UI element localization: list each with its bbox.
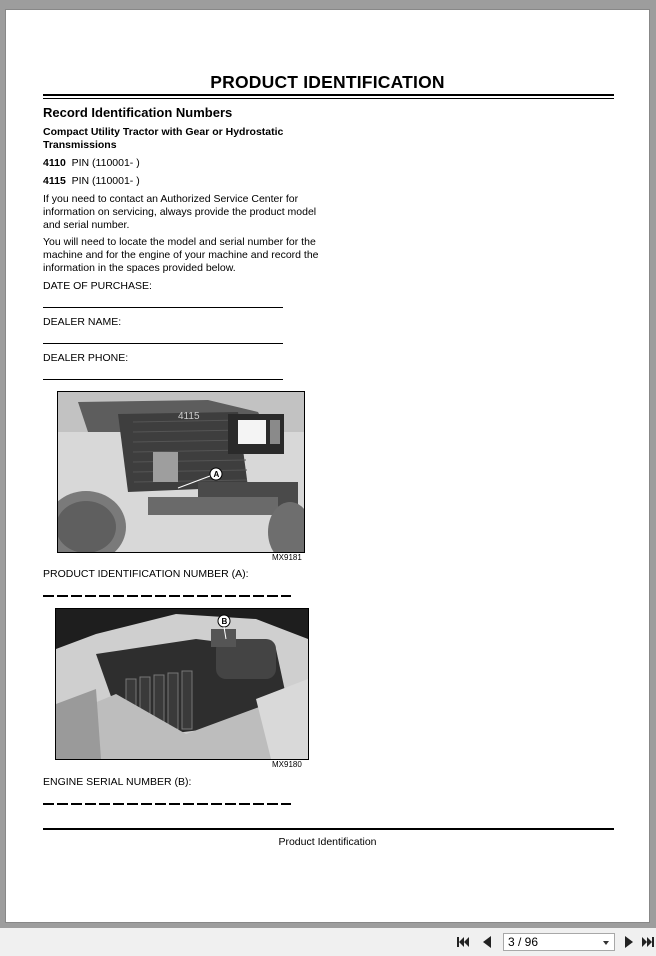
page-number-select[interactable] [503, 933, 615, 951]
dealer-name-label: DEALER NAME: [43, 316, 122, 328]
next-page-button[interactable] [621, 934, 637, 950]
paragraph-contact: If you need to contact an Authorized Service Center for information on servicing, always provide the product model and serial number. [43, 193, 317, 231]
model-4110-line [43, 157, 328, 170]
callout-b-label: B [221, 617, 228, 626]
viewer-toolbar [0, 928, 656, 956]
dealer-phone-label: DEALER PHONE: [43, 352, 129, 364]
dealer-phone-blank [43, 379, 283, 380]
paragraph-locate: You will need to locate the model and serial number for the machine and for the engine of your machine and record the information in the spaces provided below. [43, 236, 319, 274]
date-of-purchase-blank [43, 307, 283, 308]
last-page-button[interactable] [640, 934, 656, 950]
page-indicator: 3 / 96 [508, 935, 539, 949]
dealer-name-blank [43, 343, 283, 344]
previous-page-icon [480, 935, 494, 949]
chevron-down-icon [603, 941, 609, 945]
subheading: Compact Utility Tractor with Gear or Hydrostatic Transmissions [43, 126, 284, 151]
title-rule-thick [43, 94, 614, 96]
model-number: 4110 [43, 157, 66, 169]
first-page-button[interactable] [455, 934, 471, 950]
figure-2-caption: MX9180 [272, 760, 302, 769]
model-badge: 4115 [178, 411, 200, 422]
last-page-icon [641, 935, 655, 949]
footer-rule [43, 828, 614, 830]
date-of-purchase-label: DATE OF PURCHASE: [43, 280, 152, 292]
page-title: PRODUCT IDENTIFICATION [210, 72, 445, 92]
engine-serial-label: ENGINE SERIAL NUMBER (B): [43, 776, 192, 788]
page-footer: Product Identification [278, 836, 377, 848]
model-4115-line [43, 175, 328, 188]
next-page-icon [622, 935, 636, 949]
figure-1-caption: MX9181 [272, 553, 302, 562]
callout-a-label: A [213, 470, 220, 479]
section-heading: Record Identification Numbers [43, 105, 233, 120]
engine-photo [55, 608, 309, 760]
pin-label: PRODUCT IDENTIFICATION NUMBER (A): [43, 568, 249, 580]
title-rule-thin [43, 98, 614, 99]
document-page [5, 9, 650, 923]
model-pin: PIN (110001- ) [71, 157, 140, 169]
model-pin: PIN (110001- ) [71, 175, 140, 187]
engine-illustration [56, 609, 308, 759]
pin-blank [43, 595, 291, 597]
first-page-icon [456, 935, 470, 949]
model-number: 4115 [43, 175, 66, 187]
previous-page-button[interactable] [479, 934, 495, 950]
engine-serial-blank [43, 803, 291, 805]
tractor-front-illustration [58, 392, 304, 552]
tractor-front-photo [57, 391, 305, 553]
